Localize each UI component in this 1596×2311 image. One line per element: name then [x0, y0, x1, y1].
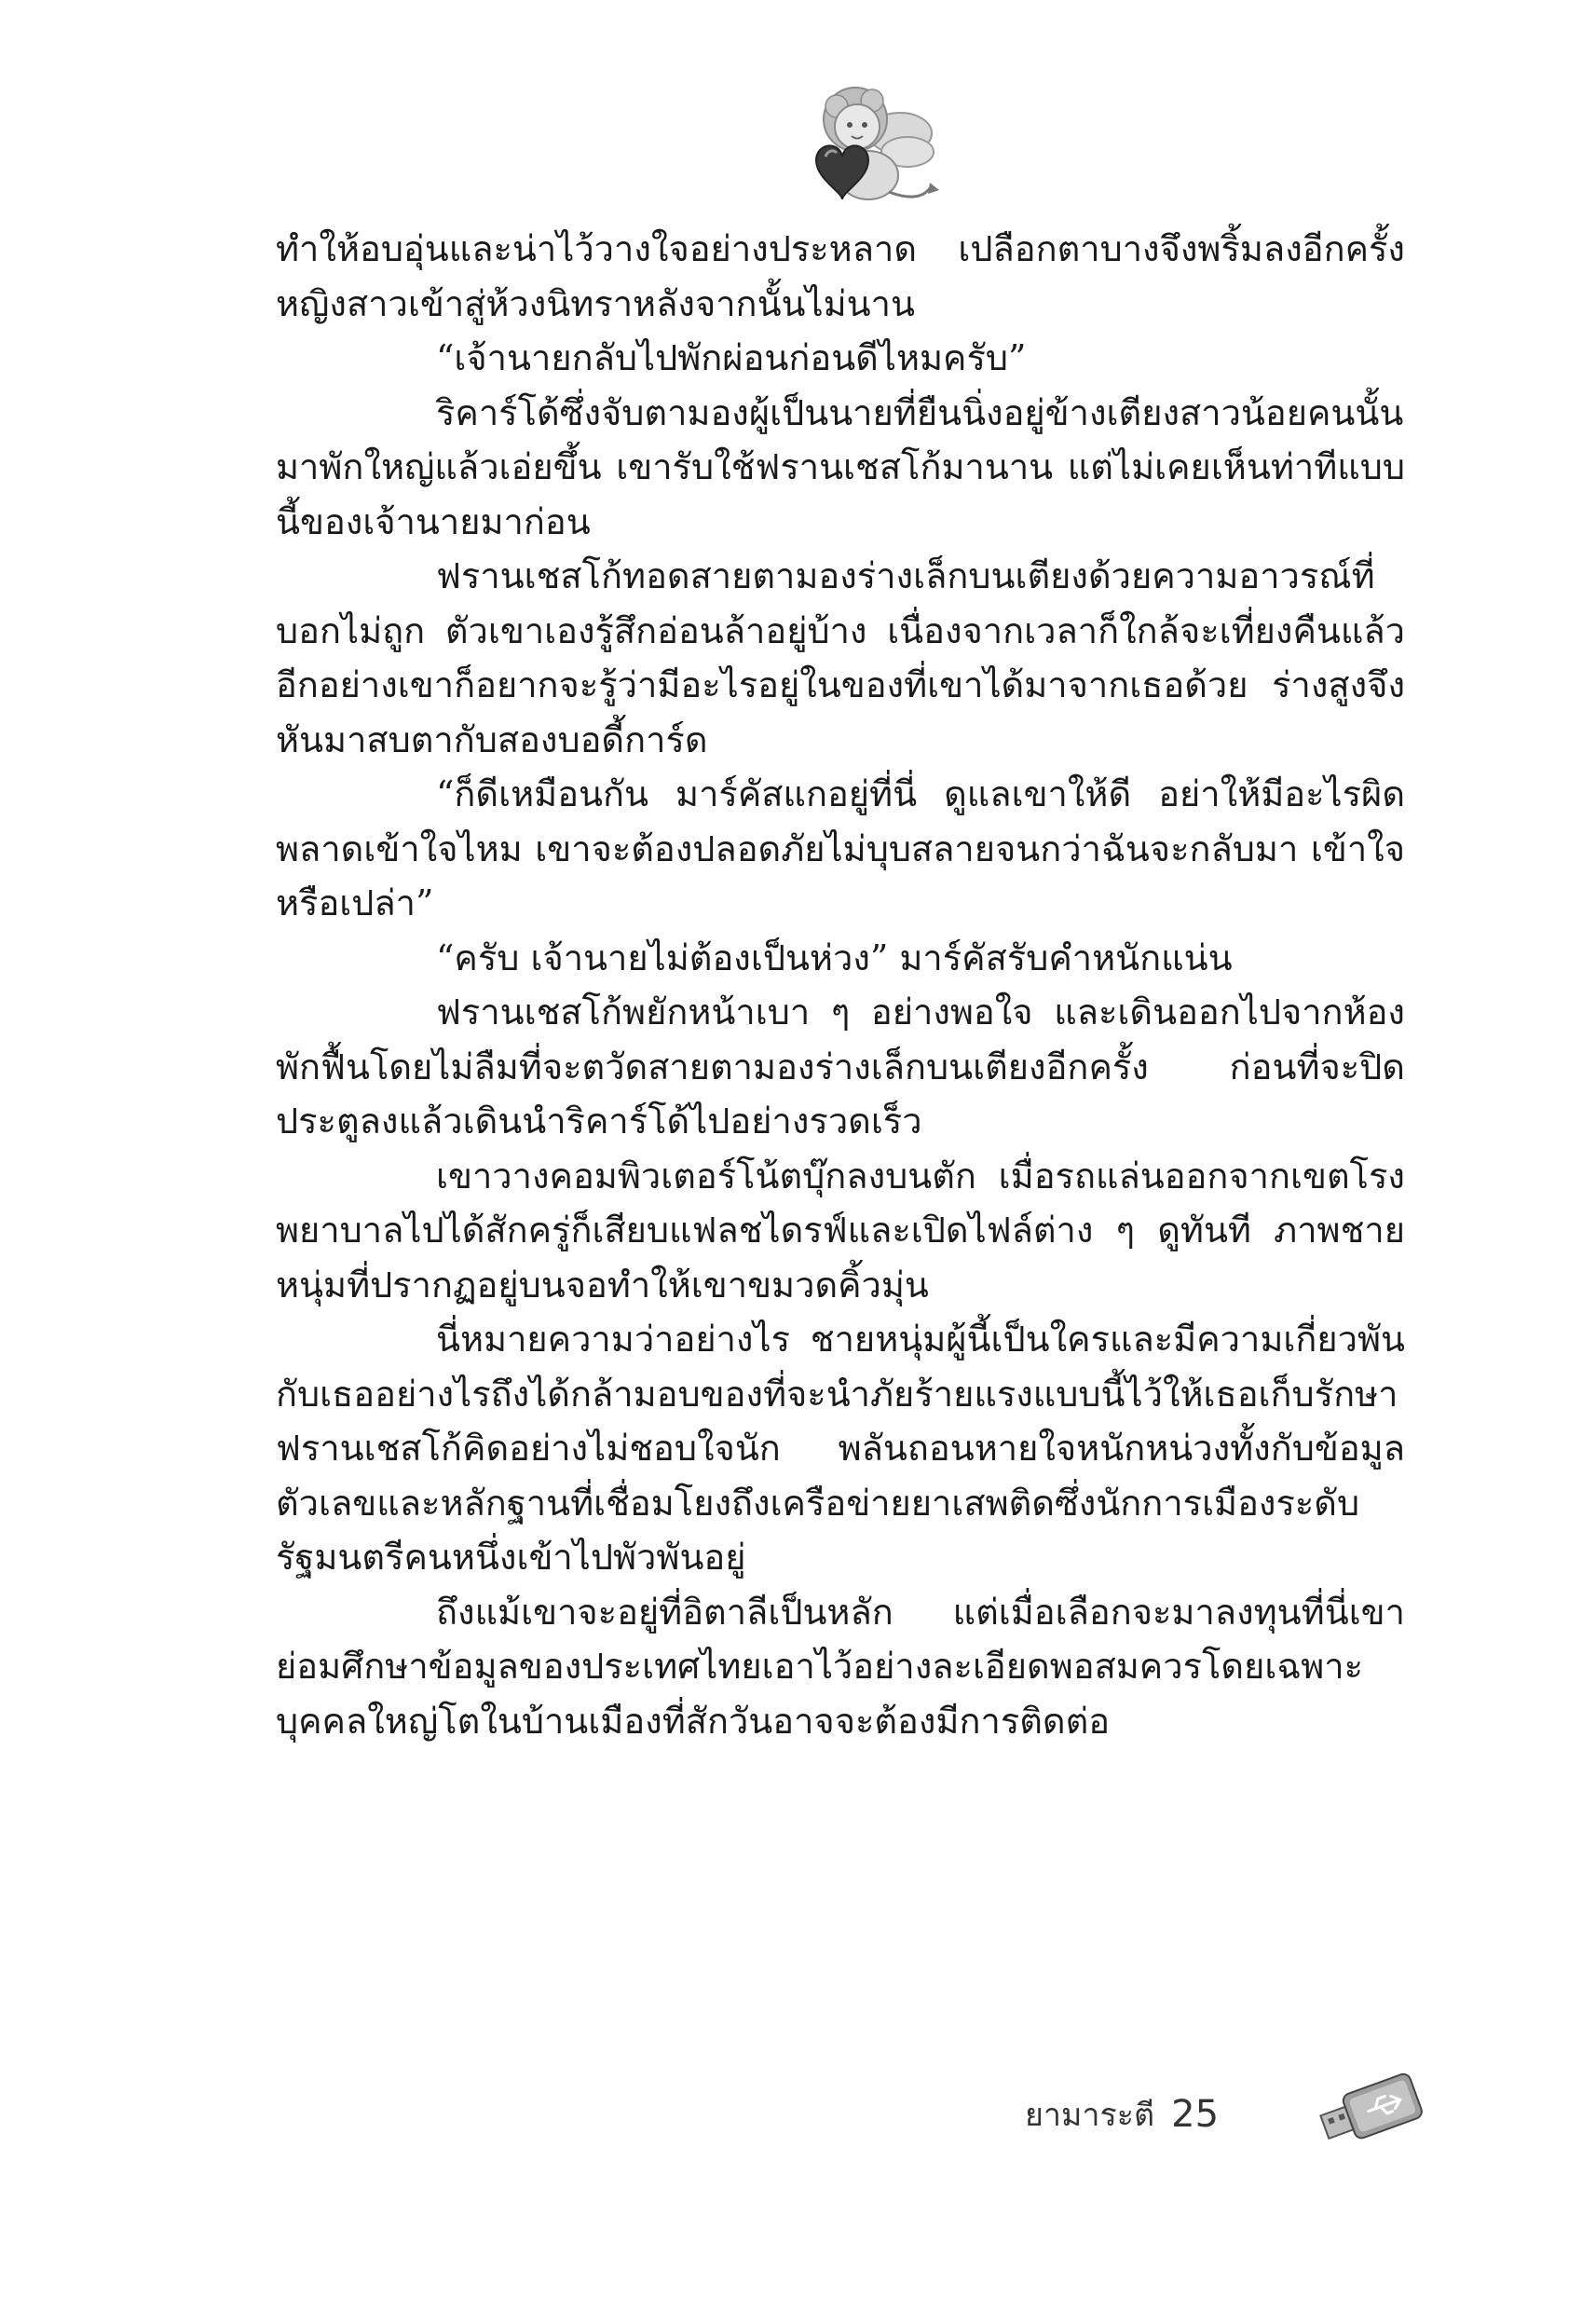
- page-number: 25: [1171, 2093, 1220, 2136]
- book-title: ยามาระตี: [1025, 2097, 1155, 2134]
- body-text: [276, 222, 1405, 1748]
- cupid-heart-ornament: [779, 82, 947, 222]
- paragraph-6: “ครับ เจ้านายไม่ต้องเป็นห่วง” มาร์คัสรับคำหนักแน่น: [436, 937, 1233, 978]
- paragraph-3: ริคาร์โด้ซึ่งจับตามองผู้เป็นนายที่ยืนนิ่งอยู่ข้างเตียงสาวน้อยคนนั้นมาพักใหญ่แล้วเอ่ยขึ้น เขารับใช้ฟรานเชสโก้มานาน แต่ไม่เคยเห็นท่าทีแบบนี้ของเจ้านายมาก่อน: [276, 391, 1405, 542]
- paragraph-1: ทำให้อบอุ่นและน่าไว้วางใจอย่างประหลาด เปลือกตาบางจึงพริ้มลงอีกครั้ง หญิงสาวเข้าสู่ห้วงนิทราหลังจากนั้นไม่นาน: [276, 228, 1405, 324]
- usb-drive-icon: [1314, 2067, 1425, 2151]
- page-footer: [1025, 2089, 1219, 2140]
- paragraph-10: ถึงแม้เขาจะอยู่ที่อิตาลีเป็นหลัก แต่เมื่อเลือกจะมาลงทุนที่นี่เขาย่อมศึกษาข้อมูลของประเทศไทยเอาไว้อย่างละเอียดพอสมควรโดยเฉพาะบุคคลใหญ่โตในบ้านเมืองที่สักวันอาจจะต้องมีการติดต่อ: [276, 1591, 1405, 1742]
- paragraph-8: เขาวางคอมพิวเตอร์โน้ตบุ๊กลงบนตัก เมื่อรถแล่นออกจากเขตโรงพยาบาลไปได้สักครู่ก็เสียบแฟลชไดรฟ์และเปิดไฟล์ต่าง ๆ ดูทันที ภาพชายหนุ่มที่ปรากฏอยู่บนจอทำให้เขาขมวดคิ้วมุ่น: [276, 1155, 1405, 1306]
- paragraph-5: “ก็ดีเหมือนกัน มาร์คัสแกอยู่ที่นี่ ดูแลเขาให้ดี อย่าให้มีอะไรผิดพลาดเข้าใจไหม เขาจะต้องปลอดภัยไม่บุบสลายจนกว่าฉันจะกลับมา เข้าใจหรือเปล่า”: [276, 773, 1405, 923]
- paragraph-7: ฟรานเชสโก้พยักหน้าเบา ๆ อย่างพอใจ และเดินออกไปจากห้องพักฟื้นโดยไม่ลืมที่จะตวัดสายตามองร่างเล็กบนเตียงอีกครั้ง ก่อนที่จะปิดประตูลงแล้วเดินนำริคาร์โด้ไปอย่างรวดเร็ว: [276, 991, 1405, 1142]
- paragraph-9: นี่หมายความว่าอย่างไร ชายหนุ่มผู้นี้เป็นใครและมีความเกี่ยวพันกับเธออย่างไรถึงได้กล้ามอบของที่จะนำภัยร้ายแรงแบบนี้ไว้ให้เธอเก็บรักษา ฟรานเชสโก้คิดอย่างไม่ชอบใจนัก พลันถอนหายใจหนักหน่วงทั้งกับข้อมูลตัวเลขและหลักฐานที่เชื่อมโยงถึงเครือข่ายยาเสพติดซึ่งนักการเมืองระดับรัฐมนตรีคนหนึ่งเข้าไปพัวพันอยู่: [276, 1319, 1405, 1578]
- paragraph-2: “เจ้านายกลับไปพักผ่อนก่อนดีไหมครับ”: [436, 337, 1027, 378]
- paragraph-4: ฟรานเชสโก้ทอดสายตามองร่างเล็กบนเตียงด้วยความอาวรณ์ที่บอกไม่ถูก ตัวเขาเองรู้สึกอ่อนล้าอยู่บ้าง เนื่องจากเวลาก็ใกล้จะเที่ยงคืนแล้ว อีกอย่างเขาก็อยากจะรู้ว่ามีอะไรอยู่ในของที่เขาได้มาจากเธอด้วย ร่างสูงจึงหันมาสบตากับสองบอดี้การ์ด: [276, 555, 1405, 760]
